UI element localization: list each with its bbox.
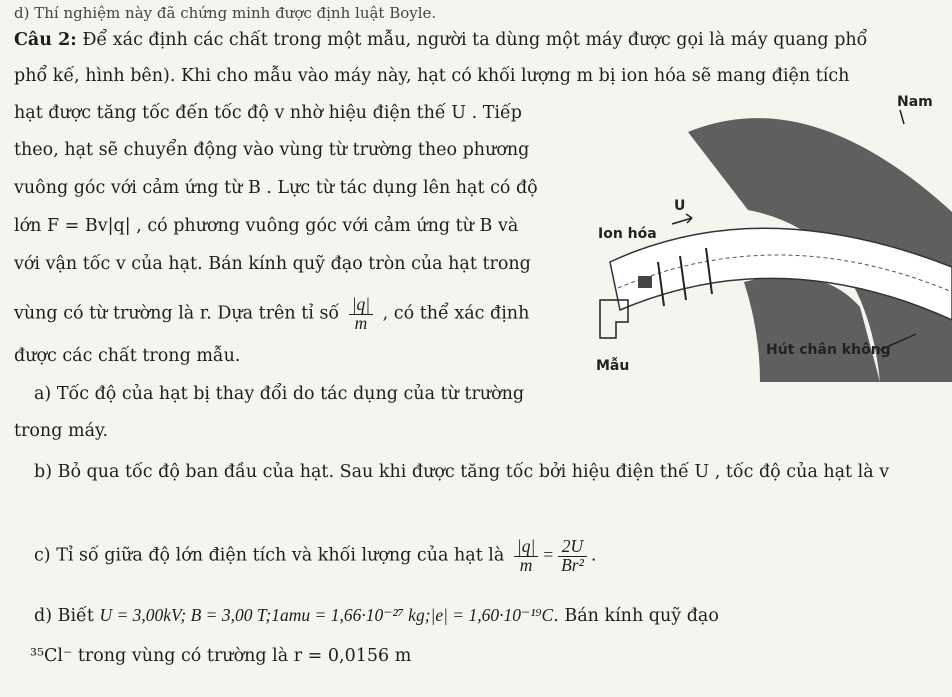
c-rhs-numerator: 2U: [558, 538, 587, 557]
sample-label: Mẫu: [596, 358, 630, 374]
statement-d-line-2-text: trong vùng có trường là r = 0,0156 m: [77, 646, 412, 666]
arrow-to-magnet-icon: [900, 110, 904, 124]
magnet-label: Nam: [897, 94, 933, 110]
ratio-tail: , có thể xác định: [382, 303, 530, 324]
c-lhs-denominator: m: [519, 554, 533, 575]
equals-sign: =: [542, 544, 555, 565]
c-lhs-numerator: |q|: [514, 538, 538, 557]
vacuum-label: Hút chân không: [766, 342, 891, 358]
question-2-line-2: phổ kế, hình bên). Khi cho mẫu vào máy này, hạt có khối lượng m bị ion hóa sẽ mang điện tích: [14, 66, 850, 86]
previous-question-tail: d) Thí nghiệm này đã chứng minh được định luật Boyle.: [14, 4, 437, 22]
mass-spectrometer-figure: [580, 92, 952, 382]
question-2-line-4: theo, hạt sẽ chuyển động vào vùng từ trường theo phương: [14, 140, 530, 160]
heater: [638, 276, 652, 288]
statement-c-text: c) Tỉ số giữa độ lớn điện tích và khối lượng của hạt là: [34, 545, 505, 566]
ratio-denominator: m: [354, 312, 368, 333]
ratio-numerator: |q|: [349, 296, 373, 315]
statement-d-rest: . Bán kính quỹ đạo: [553, 606, 719, 626]
voltage-label: U: [674, 198, 686, 214]
c-rhs-fraction: [558, 538, 587, 574]
question-2-text: Để xác định các chất trong một mẫu, người ta dùng một máy được gọi là máy quang phổ: [82, 30, 868, 50]
ionization-label: Ion hóa: [598, 226, 657, 242]
ratio-fraction: [349, 296, 373, 332]
question-2-line-6: lớn F = Bv|q| , có phương vuông góc với cảm ứng từ B và: [14, 216, 519, 236]
chlorine-ion: ³⁵Cl⁻: [30, 646, 73, 666]
statement-c: [34, 538, 596, 574]
c-lhs-fraction: [514, 538, 538, 574]
statement-c-period: .: [590, 545, 597, 566]
statement-d-label: d) Biết: [34, 606, 94, 626]
u-arrow-icon: [672, 214, 692, 224]
statement-b: b) Bỏ qua tốc độ ban đầu của hạt. Sau khi được tăng tốc bởi hiệu điện thế U , tốc độ của hạt là v: [34, 462, 890, 482]
question-2-line-3: hạt được tăng tốc đến tốc độ v nhờ hiệu điện thế U . Tiếp: [14, 103, 522, 123]
ratio-intro: vùng có từ trường là r. Dựa trên tỉ số: [14, 303, 340, 324]
c-rhs-denominator: Br²: [561, 554, 584, 575]
question-2-line-9: được các chất trong mẫu.: [14, 346, 241, 366]
statement-d-given: U = 3,00kV; B = 3,00 T;1amu = 1,66·10⁻²⁷ kg;|e| = 1,60·10⁻¹⁹C: [99, 605, 554, 625]
question-2-line-8: [14, 296, 529, 332]
statement-a-line-2: trong máy.: [14, 421, 109, 441]
statement-d-line-1: [34, 607, 719, 626]
question-2-label: Câu 2:: [14, 30, 77, 50]
question-2-line-1: [14, 32, 867, 50]
statement-d-line-2: [30, 648, 411, 666]
next-question-cut-off: [0, 688, 952, 697]
question-2-line-7: với vận tốc v của hạt. Bán kính quỹ đạo tròn của hạt trong: [14, 254, 531, 274]
question-2-line-5: vuông góc với cảm ứng từ B . Lực từ tác dụng lên hạt có độ: [14, 178, 538, 198]
statement-a-line-1: a) Tốc độ của hạt bị thay đổi do tác dụng của từ trường: [34, 384, 525, 404]
